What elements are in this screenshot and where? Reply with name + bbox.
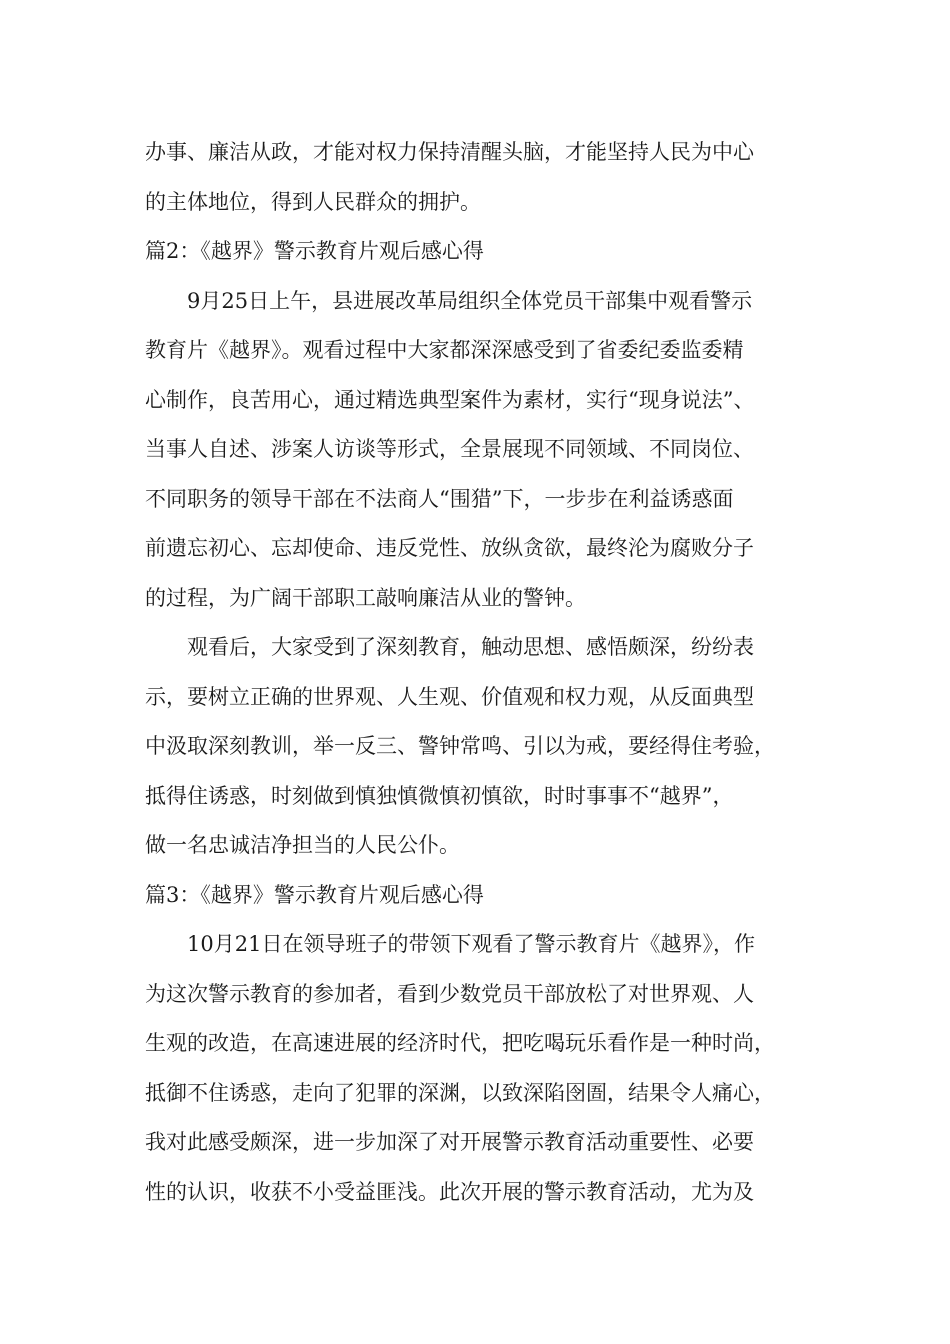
text-line: 性的认识，收获不小受益匪浅。此次开展的警示教育活动，尤为及 [145, 1179, 754, 1204]
text-line: 我对此感受颇深，进一步加深了对开展警示教育活动重要性、必要 [145, 1130, 754, 1154]
text-line: 的过程，为广阔干部职工敲响廉洁从业的警钟。 [145, 585, 586, 610]
document-body [145, 128, 815, 1217]
text-line: 10月21日在领导班子的带领下观看了警示教育片《越界》，作 [187, 932, 755, 956]
text-line: 抵御不住诱惑，走向了犯罪的深渊，以致深陷囹圄，结果令人痛心， [145, 1080, 775, 1105]
text-line: 示，要树立正确的世界观、人生观、价值观和权力观，从反面典型 [145, 684, 754, 709]
text-line: 的主体地位，得到人民群众的拥护。 [145, 189, 481, 214]
text-line: 不同职务的领导干部在不法商人“围猎”下，一步步在利益诱惑面 [145, 486, 734, 511]
heading-text: 篇3：《越界》警示教育片观后感心得 [145, 882, 484, 907]
text-line: 生观的改造，在高速进展的经济时代，把吃喝玩乐看作是一种时尚， [145, 1031, 775, 1055]
paragraph [145, 623, 815, 871]
paragraph [145, 277, 815, 624]
text-line: 9月25日上午，县进展改革局组织全体党员干部集中观看警示 [187, 288, 753, 313]
text-line: 做一名忠诚洁净担当的人民公仆。 [145, 833, 460, 857]
text-line: 教育片《越界》。观看过程中大家都深深感受到了省委纪委监委精 [145, 338, 744, 362]
paragraph [145, 920, 815, 1217]
paragraph-continuation [145, 128, 815, 227]
text-line: 前遗忘初心、忘却使命、违反党性、放纵贪欲，最终沦为腐败分子 [145, 536, 754, 560]
text-line: 抵得住诱惑，时刻做到慎独慎微慎初慎欲，时时事事不“越界”， [145, 783, 734, 808]
section-heading-3 [145, 871, 815, 921]
text-line: 中汲取深刻教训，举一反三、警钟常鸣、引以为戒，要经得住考验， [145, 734, 775, 758]
text-line: 为这次警示教育的参加者，看到少数党员干部放松了对世界观、人 [145, 981, 754, 1006]
text-line: 当事人自述、涉案人访谈等形式，全景展现不同领域、不同岗位、 [145, 437, 754, 461]
text-line: 心制作，良苦用心，通过精选典型案件为素材，实行“现身说法”、 [145, 387, 755, 412]
text-line: 观看后，大家受到了深刻教育，触动思想、感悟颇深，纷纷表 [187, 635, 754, 659]
section-heading-2 [145, 227, 815, 277]
heading-text: 篇2：《越界》警示教育片观后感心得 [145, 239, 484, 263]
text-line: 办事、廉洁从政，才能对权力保持清醒头脑，才能坚持人民为中心 [145, 140, 754, 164]
